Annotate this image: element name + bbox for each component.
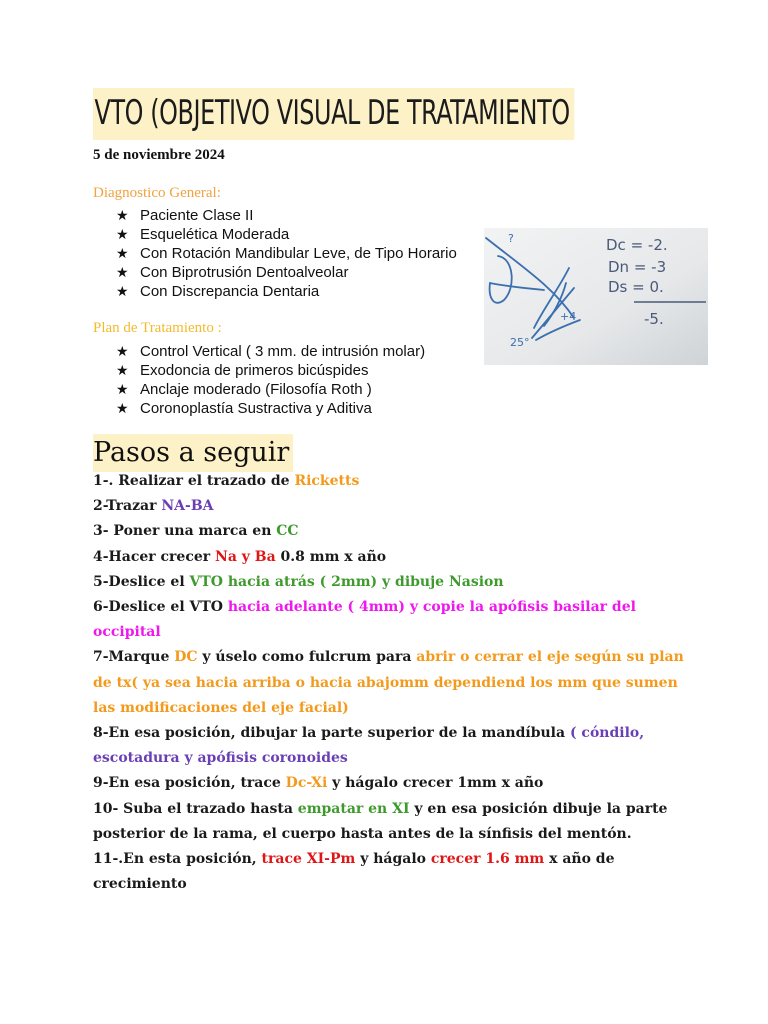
step-text-segment: 7-Marque — [93, 649, 175, 666]
diagnosis-list — [116, 206, 457, 301]
photo-label: Ds = 0. — [608, 278, 664, 296]
step-item — [93, 469, 693, 494]
step-text-segment: 3- Poner una marca en — [93, 523, 277, 540]
step-text-segment: 1-. Realizar el trazado de — [93, 473, 295, 489]
star-bullet-icon: ★ — [116, 226, 129, 242]
step-text-segment: 9-En esa posición, trace — [93, 775, 286, 792]
step-text-segment: y úselo como fulcrum para — [197, 649, 417, 666]
step-item — [93, 721, 693, 771]
step-text-segment: 5-Deslice el — [93, 573, 190, 590]
step-text-segment: 11-.En esta posición, — [93, 851, 262, 868]
step-text-segment: CC — [276, 523, 299, 540]
list-item-text: Paciente Clase II — [140, 207, 254, 224]
steps-list — [93, 469, 693, 897]
step-item — [93, 771, 693, 796]
list-item — [116, 244, 457, 263]
star-bullet-icon: ★ — [116, 400, 129, 416]
document-title: VTO (OBJETIVO VISUAL DE TRATAMIENTO — [93, 88, 574, 140]
list-item — [116, 399, 425, 418]
photo-label: ? — [508, 232, 514, 245]
list-item-text: Anclaje moderado (Filosofía Roth ) — [140, 381, 372, 398]
list-item-text: Exodoncia de primeros bicúspides — [140, 362, 369, 379]
list-item-text: Coronoplastía Sustractiva y Aditiva — [140, 400, 372, 417]
star-bullet-icon: ★ — [116, 283, 129, 299]
list-item-text: Con Biprotrusión Dentoalveolar — [140, 264, 349, 281]
step-text-segment: y hágalo — [355, 851, 431, 868]
plan-list — [116, 342, 425, 418]
step-text-segment: crecer 1.6 mm — [430, 851, 545, 868]
list-item-text: Control Vertical ( 3 mm. de intrusión molar) — [140, 343, 426, 360]
step-text-segment: DC — [174, 649, 198, 666]
step-text-segment: empatar en XI — [297, 800, 410, 817]
step-item — [93, 797, 693, 847]
list-item-text: Con Rotación Mandibular Leve, de Tipo Horario — [140, 245, 457, 262]
list-item — [116, 282, 457, 301]
step-text-segment: 10- Suba el trazado hasta — [93, 800, 298, 817]
photo-label: 25° — [510, 336, 530, 349]
star-bullet-icon: ★ — [116, 264, 129, 280]
step-text-segment: 8-En esa posición, dibujar la parte superior de la mandíbula — [93, 725, 570, 742]
step-text-segment: NA-BA — [161, 498, 214, 515]
photo-label: Dc = -2. — [606, 236, 668, 254]
list-item — [116, 225, 457, 244]
step-item — [93, 519, 693, 544]
step-text-segment: ( cóndilo, escotadura y apófisis coronoides — [93, 725, 645, 767]
list-item — [116, 361, 425, 380]
star-bullet-icon: ★ — [116, 207, 129, 223]
list-item — [116, 342, 425, 361]
step-text-segment: 2-Trazar — [93, 498, 162, 515]
step-text-segment: 4-Hacer crecer — [93, 548, 216, 565]
step-item — [93, 570, 693, 595]
step-text-segment: 0.8 mm x año — [275, 548, 387, 565]
step-text-segment: y hágalo crecer 1mm x año — [327, 775, 544, 792]
diagnosis-heading: Diagnostico General: — [93, 185, 221, 201]
step-text-segment: Ricketts — [294, 473, 360, 489]
star-bullet-icon: ★ — [116, 343, 129, 359]
handwritten-notes-photo — [484, 228, 708, 365]
list-item-text: Con Discrepancia Dentaria — [140, 283, 320, 300]
step-text-segment: x año de crecimiento — [93, 851, 615, 893]
star-bullet-icon: ★ — [116, 362, 129, 378]
photo-label: -5. — [644, 310, 664, 328]
steps-heading: Pasos a seguir — [93, 434, 293, 472]
step-item — [93, 494, 693, 519]
list-item — [116, 206, 457, 225]
document-date: 5 de noviembre 2024 — [93, 147, 225, 163]
photo-label: +4 — [560, 310, 577, 323]
step-item — [93, 545, 693, 570]
step-item — [93, 645, 693, 721]
plan-heading: Plan de Tratamiento : — [93, 320, 222, 336]
star-bullet-icon: ★ — [116, 245, 129, 261]
step-item — [93, 595, 693, 645]
step-text-segment: Dc-Xi — [285, 775, 328, 792]
step-text-segment: Na y Ba — [215, 548, 276, 565]
list-item — [116, 380, 425, 399]
list-item-text: Esquelética Moderada — [140, 226, 290, 243]
step-text-segment: VTO hacia atrás ( 2mm) y dibuje Nasion — [189, 573, 504, 590]
list-item — [116, 263, 457, 282]
step-text-segment: hacia adelante ( 4mm) y copie la apófisis basilar del occipital — [93, 599, 636, 641]
step-text-segment: abrir o cerrar el eje según su plan de tx( ya sea hacia arriba o hacia abajomm dependiend los mm que sumen las modificaciones del eje facial) — [93, 649, 684, 716]
step-text-segment: y en esa posición dibuje la parte posterior de la rama, el cuerpo hasta antes de la sínfisis del mentón. — [93, 800, 668, 842]
handwritten-notes-drawing — [484, 228, 708, 365]
step-text-segment: trace XI-Pm — [261, 851, 356, 868]
star-bullet-icon: ★ — [116, 381, 129, 397]
step-item — [93, 847, 693, 897]
photo-label: Dn = -3 — [608, 258, 667, 276]
step-text-segment: 6-Deslice el VTO — [93, 599, 228, 616]
